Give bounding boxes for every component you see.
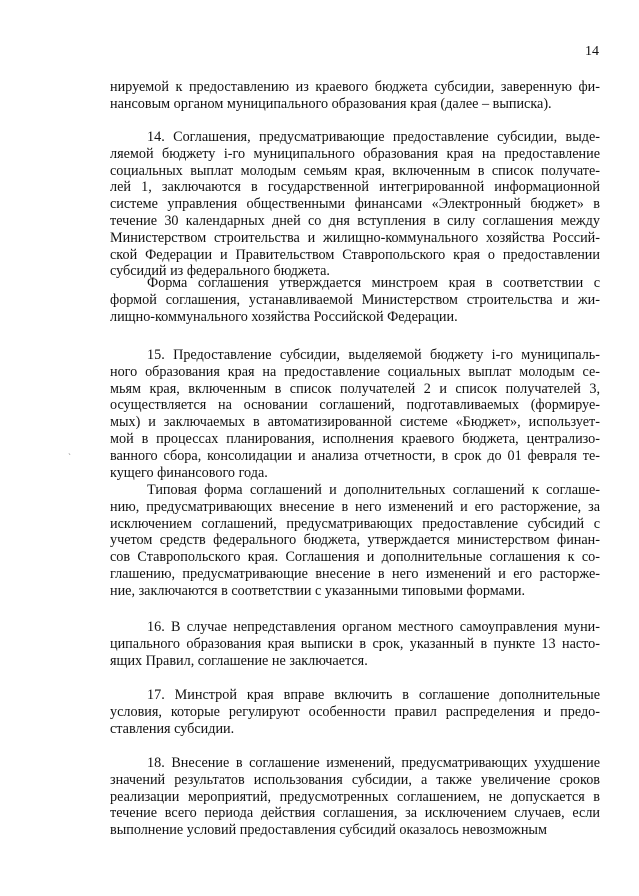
text-line: нируемой к предоставлению из краевого бюджета субсидии, заверенную фи-	[110, 79, 600, 95]
text-line: Типовая форма соглашений и дополнительных соглашений к соглаше-	[147, 482, 600, 498]
text-line: условия, которые регулируют особенности правил распределения и предо-	[110, 703, 600, 720]
text-line: 17. Минстрой края вправе включить в соглашение дополнительные	[147, 687, 600, 703]
text-line: Министерством строительства и жилищно-коммунального хозяйства Россий-	[110, 229, 600, 246]
text-line: исключением соглашений, предусматривающих предоставление субсидий с	[110, 515, 600, 532]
text-line: ного образования края на предоставление социальных выплат молодым се-	[110, 363, 600, 380]
text-line: лей 1, заключаются в государственной интегрированной информационной	[110, 179, 600, 196]
text-line: выполнение условий предоставления субсидий оказалось невозможным	[110, 822, 547, 839]
text-line: мой в процессах планирования, исполнения краевого бюджета, централизо-	[110, 431, 600, 447]
text-line: реализации мероприятий, предусмотренных соглашением, не допускается в	[110, 788, 600, 805]
text-line: формой соглашения, устанавливаемой Министерством строительства и жи-	[110, 291, 600, 308]
text-line: 18. Внесение в соглашение изменений, предусматривающих ухудшение	[147, 755, 600, 771]
text-line: ящих Правил, соглашение не заключается.	[110, 652, 368, 669]
text-line: нансовым органом муниципального образования края (далее – выписка).	[110, 95, 552, 112]
text-line: социальных выплат молодым семьям края, включенным в список получате-	[110, 162, 600, 179]
text-line: ние, заключаются в соответствии с указанными типовыми формами.	[110, 582, 525, 599]
scan-speck: `	[68, 452, 71, 462]
text-line: лищно-коммунального хозяйства Российской Федерации.	[110, 308, 458, 325]
text-line: ской Федерации и Правительством Ставропольского края о предоставлении	[110, 246, 600, 263]
text-line: глашению, предусматривающие внесение в него изменений и его расторже-	[110, 566, 600, 582]
text-line: ляемой бюджету i-го муниципального образования края на предоставление	[110, 145, 600, 162]
text-line: течение всего периода действия соглашения, за исключением случаев, если	[110, 805, 600, 822]
text-line: учетом средств федерального бюджета, утверждается министерством финан-	[110, 532, 600, 549]
text-line: ванного сбора, консолидации и анализа отчетности, в срок до 01 февраля те-	[110, 447, 600, 464]
text-line: Форма соглашения утверждается минстроем края в соответствии с	[147, 275, 600, 291]
text-line: нию, предусматривающих внесение в него изменений и его расторжение, за	[110, 498, 600, 515]
text-line: субсидий из федерального бюджета.	[110, 263, 330, 280]
text-line: кущего финансового года.	[110, 464, 268, 481]
page-number: 14	[585, 44, 599, 59]
text-line: значений результатов использования субсидии, а также увеличение сроков	[110, 771, 600, 788]
text-line: ставления субсидии.	[110, 720, 235, 737]
text-line: осуществляется на основании соглашений, подготавливаемых (формируе-	[110, 397, 600, 414]
text-line: мых) и заключаемых в автоматизированной системе «Бюджет», использует-	[110, 414, 600, 431]
text-line: мьям края, включенным в список получателей 2 и список получателей 3,	[110, 380, 600, 397]
text-line: сов Ставропольского края. Соглашения и дополнительные соглашения к со-	[110, 549, 600, 566]
text-line: 15. Предоставление субсидии, выделяемой бюджету i-го муниципаль-	[147, 347, 600, 363]
text-line: 16. В случае непредставления органом местного самоуправления муни-	[147, 619, 600, 635]
text-line: 14. Соглашения, предусматривающие предоставление субсидии, выде-	[147, 129, 600, 145]
text-line: системе управления общественными финансами «Электронный бюджет» в	[110, 196, 600, 213]
text-line: ципального образования края выписки в срок, указанный в пункте 13 насто-	[110, 635, 600, 652]
text-line: течение 30 календарных дней со дня вступления в силу соглашения между	[110, 213, 600, 229]
